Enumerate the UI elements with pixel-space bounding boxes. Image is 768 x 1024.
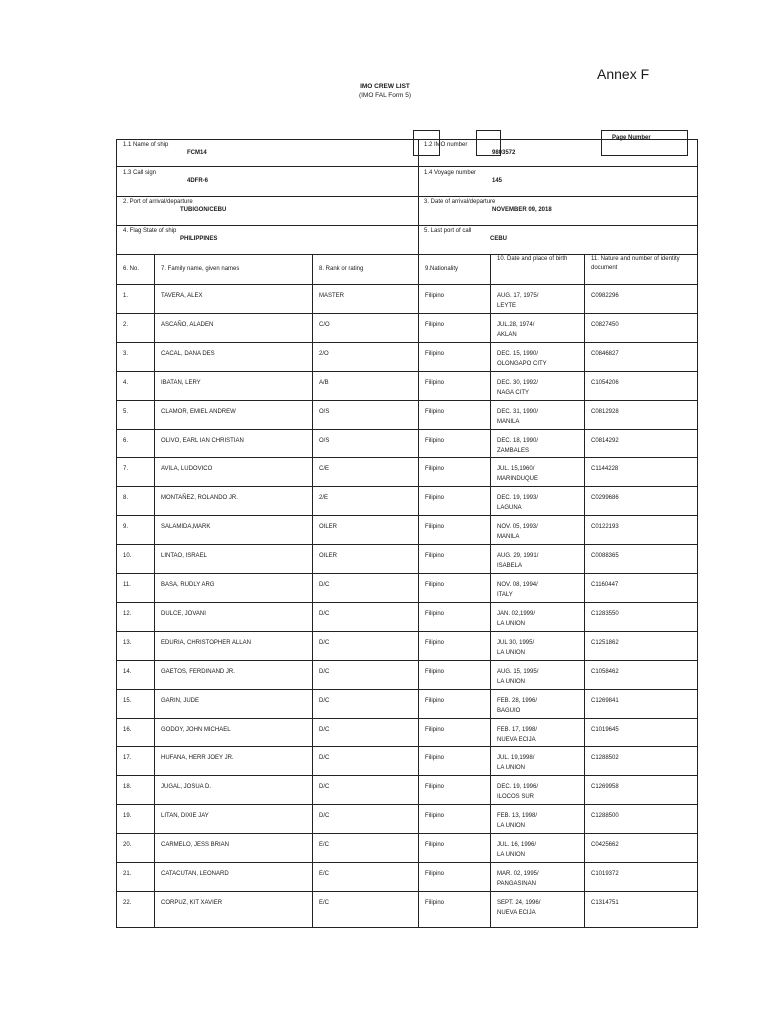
- crew-rank: D/C: [319, 582, 330, 588]
- crew-birth-date: DEC. 18, 1990/: [497, 438, 539, 444]
- crew-name: GODOY, JOHN MICHAEL: [161, 727, 231, 733]
- crew-identity-document: C0982296: [591, 293, 619, 299]
- crew-identity-document: C1251862: [591, 640, 619, 646]
- voyage-number-label: 1.4 Voyage number: [424, 170, 477, 176]
- crew-rank: D/C: [319, 611, 330, 617]
- crew-rank: D/C: [319, 727, 330, 733]
- crew-number: 17.: [123, 755, 132, 761]
- row-divider: [116, 342, 698, 343]
- crew-birth-place: OLONGAPO CITY: [497, 361, 547, 367]
- crew-nationality: Filipino: [425, 582, 445, 588]
- crew-name: DULCE, JOVANI: [161, 611, 206, 617]
- col-header-nationality: 9.Nationality: [425, 266, 459, 272]
- crew-number: 15.: [123, 698, 132, 704]
- crew-nationality: Filipino: [425, 524, 445, 530]
- crew-birth-place: LEYTE: [497, 303, 517, 309]
- crew-identity-document: C1019372: [591, 871, 619, 877]
- crew-number: 16.: [123, 727, 132, 733]
- crew-rank: E/C: [319, 842, 330, 848]
- crew-number: 11.: [123, 582, 131, 588]
- crew-number: 19.: [123, 813, 132, 819]
- crew-birth-place: AKLAN: [497, 332, 517, 338]
- crew-identity-document: C1058462: [591, 669, 619, 675]
- crew-name: AVILA, LUDOVICO: [161, 466, 213, 472]
- crew-birth-date: DEC. 19, 1996/: [497, 784, 539, 790]
- crew-birth-place: ITALY: [497, 592, 513, 598]
- crew-name: TAVERA, ALEX: [161, 293, 203, 299]
- crew-birth-date: NOV. 05, 1993/: [497, 524, 538, 530]
- imo-number-label: 1.2 IMO number: [424, 142, 468, 148]
- crew-identity-document: C1269958: [591, 784, 619, 790]
- column-divider: [312, 254, 313, 928]
- crew-birth-date: SEPT. 24, 1996/: [497, 900, 541, 906]
- crew-birth-place: LA UNION: [497, 765, 526, 771]
- crew-identity-document: C1283550: [591, 611, 619, 617]
- crew-rank: O/S: [319, 438, 330, 444]
- crew-birth-date: FEB. 13, 1998/: [497, 813, 538, 819]
- column-divider: [418, 139, 419, 254]
- crew-identity-document: C0814292: [591, 438, 619, 444]
- crew-name: BASA, RUDLY ARG: [161, 582, 215, 588]
- crew-birth-date: JUL. 15,1960/: [497, 466, 535, 472]
- row-divider: [116, 891, 698, 892]
- crew-number: 4.: [123, 380, 129, 386]
- crew-rank: D/C: [319, 640, 330, 646]
- crew-name: ASCAÑO, ALADEN: [161, 322, 214, 328]
- col-header-identity: 11. Nature and number of identity document: [591, 256, 680, 271]
- crew-nationality: Filipino: [425, 611, 445, 617]
- crew-number: 13.: [123, 640, 132, 646]
- column-divider: [154, 254, 155, 928]
- crew-name: LITAN, DIXIE JAY: [161, 813, 209, 819]
- crew-nationality: Filipino: [425, 351, 445, 357]
- crew-birth-place: LA UNION: [497, 823, 526, 829]
- row-divider: [116, 631, 698, 632]
- form-subtitle: (IMO FAL Form 5): [358, 92, 412, 99]
- crew-rank: E/C: [319, 871, 330, 877]
- crew-number: 2.: [123, 322, 129, 328]
- crew-birth-date: JUL.28, 1974/: [497, 322, 535, 328]
- crew-nationality: Filipino: [425, 409, 445, 415]
- page-number-box: Page Number: [601, 130, 688, 156]
- row-divider: [116, 284, 698, 285]
- crew-rank: D/C: [319, 755, 330, 761]
- crew-birth-date: DEC. 31, 1990/: [497, 409, 539, 415]
- crew-nationality: Filipino: [425, 495, 445, 501]
- crew-birth-date: MAR. 02, 1995/: [497, 871, 539, 877]
- crew-identity-document: C0827450: [591, 322, 619, 328]
- port-label: 2. Port of arrival/departure: [123, 199, 193, 205]
- crew-name: EDURIA, CHRISTOPHER ALLAN: [161, 640, 251, 646]
- crew-rank: D/C: [319, 784, 330, 790]
- row-divider: [116, 689, 698, 690]
- crew-identity-document: C1160447: [591, 582, 619, 588]
- crew-nationality: Filipino: [425, 438, 445, 444]
- crew-nationality: Filipino: [425, 813, 445, 819]
- crew-birth-place: ILOCOS SUR: [497, 794, 535, 800]
- crew-identity-document: C0812928: [591, 409, 619, 415]
- row-divider: [116, 166, 698, 167]
- crew-birth-date: AUG. 17, 1975/: [497, 293, 539, 299]
- crew-identity-document: C1288502: [591, 755, 619, 761]
- crew-number: 22.: [123, 900, 132, 906]
- crew-rank: O/S: [319, 409, 330, 415]
- crew-nationality: Filipino: [425, 784, 445, 790]
- crew-nationality: Filipino: [425, 553, 445, 559]
- last-port-value: CEBU: [490, 236, 508, 242]
- ship-name-value: FCM14: [187, 150, 207, 156]
- col-header-rank: 8. Rank or rating: [319, 266, 364, 272]
- row-divider: [116, 746, 698, 747]
- crew-nationality: Filipino: [425, 698, 445, 704]
- crew-name: CATACUTAN, LEONARD: [161, 871, 229, 877]
- row-divider: [116, 862, 698, 863]
- crew-identity-document: C1269841: [591, 698, 619, 704]
- crew-rank: E/C: [319, 900, 330, 906]
- crew-name: MONTAÑEZ, ROLANDO JR.: [161, 495, 238, 501]
- crew-nationality: Filipino: [425, 466, 445, 472]
- crew-identity-document: C0122193: [591, 524, 619, 530]
- crew-number: 9.: [123, 524, 129, 530]
- col-header-birth: 10. Date and place of birth: [497, 256, 568, 262]
- col-header-no: 6. No.: [123, 266, 140, 272]
- crew-number: 1.: [123, 293, 129, 299]
- row-divider: [116, 486, 698, 487]
- crew-birth-place: LA UNION: [497, 852, 526, 858]
- column-divider: [584, 254, 585, 928]
- crew-nationality: Filipino: [425, 640, 445, 646]
- crew-birth-date: AUG. 29, 1991/: [497, 553, 539, 559]
- crew-number: 3.: [123, 351, 129, 357]
- crew-identity-document: C1054206: [591, 380, 619, 386]
- row-divider: [116, 833, 698, 834]
- crew-identity-document: C1144228: [591, 466, 619, 472]
- crew-name: GARIN, JUDE: [161, 698, 200, 704]
- crew-birth-place: PANGASINAN: [497, 881, 536, 887]
- crew-name: CORPUZ, KIT XAVIER: [161, 900, 223, 906]
- crew-rank: OILER: [319, 524, 338, 530]
- crew-number: 21.: [123, 871, 132, 877]
- row-divider: [116, 515, 698, 516]
- crew-number: 18.: [123, 784, 132, 790]
- row-divider: [116, 313, 698, 314]
- col-header-name: 7. Family name, given names: [161, 266, 240, 272]
- crew-nationality: Filipino: [425, 293, 445, 299]
- crew-birth-date: NOV. 08, 1994/: [497, 582, 538, 588]
- crew-identity-document: C0425662: [591, 842, 619, 848]
- crew-rank: C/O: [319, 322, 330, 328]
- column-divider: [490, 254, 491, 928]
- crew-birth-date: AUG. 15, 1995/: [497, 669, 539, 675]
- crew-birth-place: MANILA: [497, 534, 520, 540]
- crew-birth-date: DEC. 30, 1992/: [497, 380, 539, 386]
- port-value: TUBIGON/CEBU: [180, 207, 227, 213]
- crew-number: 12.: [123, 611, 132, 617]
- crew-identity-document: C0846827: [591, 351, 619, 357]
- row-divider: [116, 457, 698, 458]
- crew-name: SALAMIDA,MARK: [161, 524, 211, 530]
- crew-name: CACAL, DANA DES: [161, 351, 215, 357]
- row-divider: [116, 400, 698, 401]
- crew-rank: C/E: [319, 466, 330, 472]
- voyage-number-value: 145: [492, 178, 503, 184]
- crew-rank: D/C: [319, 698, 330, 704]
- row-divider: [116, 718, 698, 719]
- imo-number-value: 9803572: [492, 150, 516, 156]
- row-divider: [116, 544, 698, 545]
- row-divider: [116, 196, 698, 197]
- crew-number: 7.: [123, 466, 129, 472]
- crew-identity-document: C0088365: [591, 553, 619, 559]
- crew-birth-place: LA UNION: [497, 679, 526, 685]
- row-divider: [116, 371, 698, 372]
- crew-name: OLIVO, EARL IAN CHRISTIAN: [161, 438, 244, 444]
- crew-name: JUGAL, JOSUA D.: [161, 784, 212, 790]
- crew-identity-document: C1288500: [591, 813, 619, 819]
- crew-identity-document: C0299686: [591, 495, 619, 501]
- crew-birth-place: LA UNION: [497, 650, 526, 656]
- crew-birth-date: JAN. 02,1999/: [497, 611, 536, 617]
- crew-name: IBATAN, LERY: [161, 380, 201, 386]
- crew-number: 10.: [123, 553, 132, 559]
- crew-birth-place: ISABELA: [497, 563, 523, 569]
- crew-number: 20.: [123, 842, 132, 848]
- row-divider: [116, 225, 698, 226]
- crew-name: CLAMOR, EMIEL ANDREW: [161, 409, 236, 415]
- annex-label: Annex F: [597, 66, 650, 82]
- crew-nationality: Filipino: [425, 900, 445, 906]
- crew-number: 5.: [123, 409, 129, 415]
- crew-nationality: Filipino: [425, 322, 445, 328]
- row-divider: [116, 573, 698, 574]
- row-divider: [116, 804, 698, 805]
- crew-birth-place: NUEVA ECIJA: [497, 737, 536, 743]
- row-divider: [116, 602, 698, 603]
- crew-birth-date: JUL. 16, 1996/: [497, 842, 537, 848]
- crew-nationality: Filipino: [425, 380, 445, 386]
- crew-name: GAETOS, FERDINAND JR.: [161, 669, 235, 675]
- flag-state-value: PHILIPPINES: [180, 236, 218, 242]
- crew-birth-place: ZAMBALES: [497, 448, 530, 454]
- crew-nationality: Filipino: [425, 871, 445, 877]
- row-divider: [116, 660, 698, 661]
- crew-nationality: Filipino: [425, 755, 445, 761]
- crew-nationality: Filipino: [425, 727, 445, 733]
- column-divider: [418, 254, 419, 928]
- call-sign-label: 1.3 Call sign: [123, 170, 157, 176]
- ship-name-label: 1.1 Name of ship: [123, 142, 169, 148]
- crew-identity-document: C1019645: [591, 727, 619, 733]
- crew-rank: 2/E: [319, 495, 329, 501]
- crew-nationality: Filipino: [425, 842, 445, 848]
- crew-number: 8.: [123, 495, 129, 501]
- crew-name: LINTAO, ISRAEL: [161, 553, 207, 559]
- crew-birth-place: NUEVA ECIJA: [497, 910, 536, 916]
- crew-birth-place: BAGUIO: [497, 708, 521, 714]
- crew-rank: D/C: [319, 669, 330, 675]
- date-label: 3. Date of arrival/departure: [424, 199, 496, 205]
- crew-birth-date: FEB. 17, 1998/: [497, 727, 538, 733]
- crew-rank: A/B: [319, 380, 329, 386]
- crew-birth-date: JUL. 19,1998/: [497, 755, 535, 761]
- crew-birth-date: DEC. 19, 1993/: [497, 495, 539, 501]
- crew-rank: 2/O: [319, 351, 329, 357]
- crew-name: CARMELO, JESS BRIAN: [161, 842, 230, 848]
- row-divider: [116, 429, 698, 430]
- crew-birth-date: FEB. 28, 1996/: [497, 698, 538, 704]
- crew-birth-place: LA UNION: [497, 621, 526, 627]
- crew-birth-place: MANILA: [497, 419, 520, 425]
- crew-rank: D/C: [319, 813, 330, 819]
- crew-nationality: Filipino: [425, 669, 445, 675]
- crew-number: 6.: [123, 438, 129, 444]
- crew-birth-date: DEC. 15, 1990/: [497, 351, 539, 357]
- crew-birth-date: JUL 30, 1995/: [497, 640, 535, 646]
- crew-rank: MASTER: [319, 293, 345, 299]
- flag-state-label: 4. Flag State of ship: [123, 228, 177, 234]
- crew-identity-document: C1314751: [591, 900, 619, 906]
- crew-name: HUFANA, HERR JOEY JR.: [161, 755, 234, 761]
- crew-rank: OILER: [319, 553, 338, 559]
- crew-birth-place: MARINDUQUE: [497, 476, 539, 482]
- call-sign-value: 4DFR-6: [187, 178, 209, 184]
- crew-birth-place: NAGA CITY: [497, 390, 530, 396]
- date-value: NOVEMBER 09, 2018: [492, 207, 552, 213]
- crew-birth-place: LAGUNA: [497, 505, 522, 511]
- crew-number: 14.: [123, 669, 132, 675]
- form-title: IMO CREW LIST: [360, 83, 410, 90]
- last-port-label: 5. Last port of call: [424, 228, 472, 234]
- row-divider: [116, 775, 698, 776]
